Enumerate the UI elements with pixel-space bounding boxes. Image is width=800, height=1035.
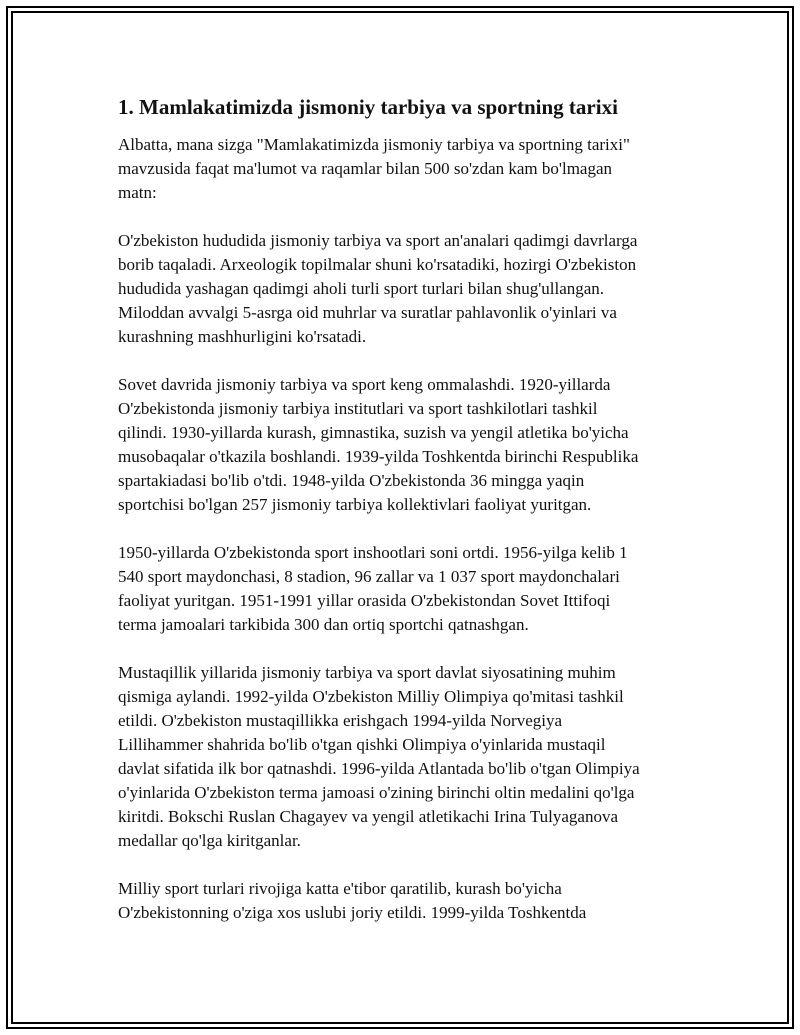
- paragraph-national-sports: Milliy sport turlari rivojiga katta e'tibor qaratilib, kurash bo'yicha O'zbekistonning o'ziga xos uslubi joriy etildi. 1999-yilda Toshkentda: [118, 879, 587, 922]
- paragraph-soviet-period: Sovet davrida jismoniy tarbiya va sport keng ommalashdi. 1920-yillarda O'zbekistonda jismoniy tarbiya institutlari va sport tashkilotlari tashkil qilindi. 1930-yillarda kurash, gimnastika, suzish va yengil atletika bo'yicha musobaqalar o'tkazila boshlandi. 1939-yilda Toshkentda birinchi Respublika spartakiadasi bo'lib o'tdi. 1948-yilda O'zbekistonda 36 mingga yaqin sportchisi bo'lgan 257 jismoniy tarbiya kollektivlari faoliyat yuritgan.: [118, 375, 639, 514]
- document-title: 1. Mamlakatimizda jismoniy tarbiya va sportning tarixi: [118, 95, 618, 119]
- paragraph-independence: Mustaqillik yillarida jismoniy tarbiya va sport davlat siyosatining muhim qismiga aylandi. 1992-yilda O'zbekiston Milliy Olimpiya qo'mitasi tashkil etildi. O'zbekiston mustaqillikka erishgach 1994-yilda Norvegiya Lillihammer shahrida bo'lib o'tgan qishki Olimpiya o'yinlarida mustaqil davlat sifatida ilk bor qatnashdi. 1996-yilda Atlantada bo'lib o'tgan Olimpiya o'yinlarida O'zbekiston terma jamoasi o'zining birinchi oltin medalini qo'lga kiritdi. Bokschi Ruslan Chagayev va yengil atletikachi Irina Tulyaganova medallar qo'lga kiritganlar.: [118, 663, 640, 850]
- document-content: [118, 92, 698, 949]
- paragraph-1950s: 1950-yillarda O'zbekistonda sport inshootlari soni ortdi. 1956-yilga kelib 1 540 sport maydonchasi, 8 stadion, 96 zallar va 1 037 sport maydonchalari faoliyat yuritgan. 1951-1991 yillar orasida O'zbekistondan Sovet Ittifoqi terma jamoalari tarkibida 300 dan ortiq sportchi qatnashgan.: [118, 543, 628, 634]
- paragraph-intro: Albatta, mana sizga "Mamlakatimizda jismoniy tarbiya va sportning tarixi" mavzusida faqat ma'lumot va raqamlar bilan 500 so'zdan kam bo'lmagan matn:: [118, 135, 630, 202]
- paragraph-ancient-history: O'zbekiston hududida jismoniy tarbiya va sport an'analari qadimgi davrlarga borib taqaladi. Arxeologik topilmalar shuni ko'rsatadiki, hozirgi O'zbekiston hududida yashagan qadimgi aholi turli sport turlari bilan shug'ullangan. Miloddan avvalgi 5-asrga oid muhrlar va suratlar pahlavonlik o'yinlari va kurashning mashhurligini ko'rsatadi.: [118, 231, 638, 346]
